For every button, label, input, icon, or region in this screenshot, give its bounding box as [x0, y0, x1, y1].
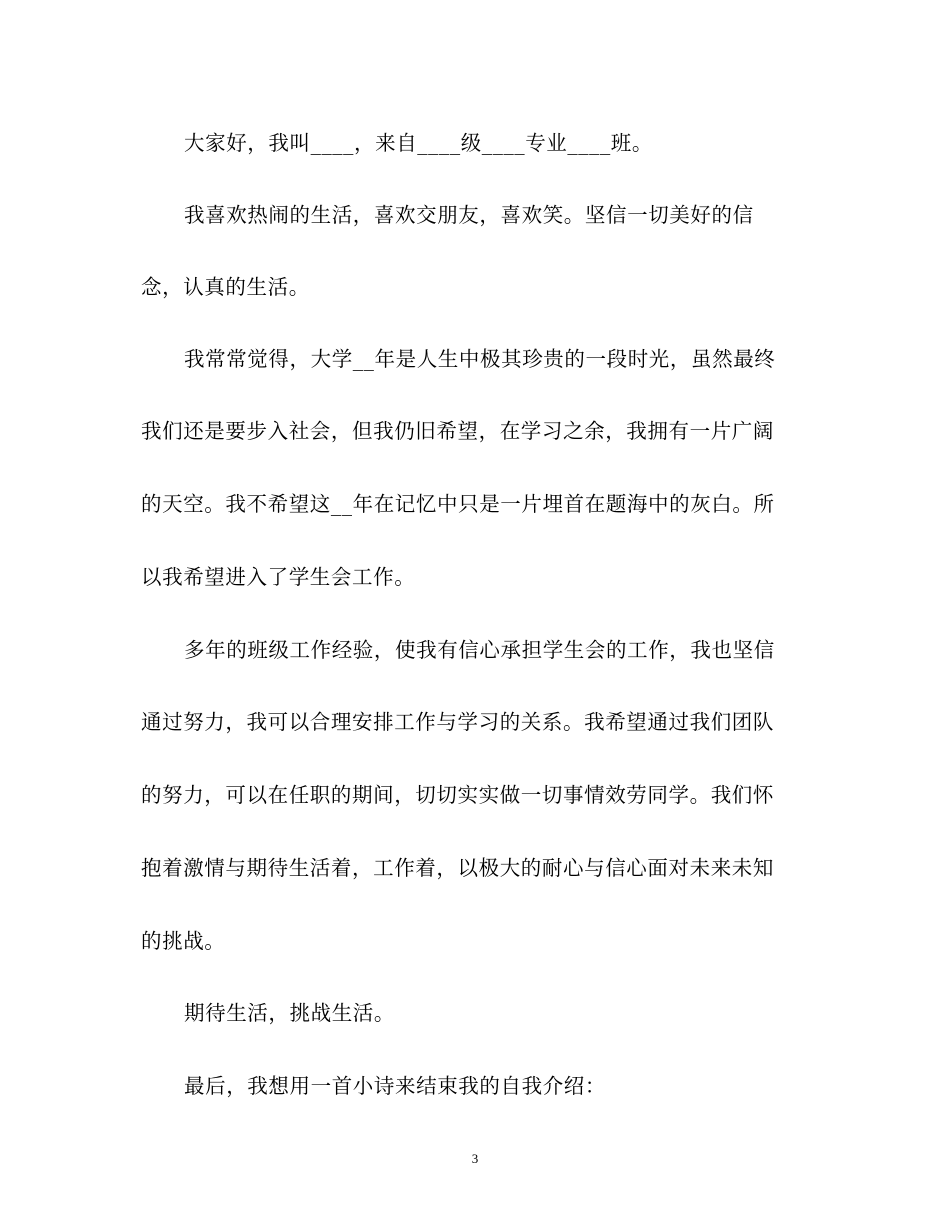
paragraph-line: 我常常觉得，大学__年是人生中极其珍贵的一段时光，虽然最终	[184, 347, 776, 371]
paragraph-line: 抱着激情与期待生活着，工作着，以极大的耐心与信心面对未来未知	[141, 856, 774, 880]
paragraph-line: 期待生活，挑战生活。	[184, 1001, 395, 1025]
paragraph-line: 通过努力，我可以合理安排工作与学习的关系。我希望通过我们团队	[141, 710, 774, 734]
paragraph-line: 的努力，可以在任职的期间，切切实实做一切事情效劳同学。我们怀	[141, 783, 774, 807]
paragraph-line: 的天空。我不希望这__年在记忆中只是一片埋首在题海中的灰白。所	[141, 492, 775, 516]
paragraph-line: 以我希望进入了学生会工作。	[141, 565, 416, 589]
paragraph-line: 我喜欢热闹的生活，喜欢交朋友，喜欢笑。坚信一切美好的信	[184, 203, 754, 227]
paragraph-line: 最后，我想用一首小诗来结束我的自我介绍：	[184, 1074, 606, 1098]
paragraph-line: 多年的班级工作经验，使我有信心承担学生会的工作，我也坚信	[184, 638, 775, 662]
paragraph-line: 大家好，我叫____，来自____级____专业____班。	[184, 131, 653, 155]
paragraph-line: 我们还是要步入社会，但我仍旧希望，在学习之余，我拥有一片广阔	[141, 419, 774, 443]
paragraph-line: 的挑战。	[141, 929, 226, 953]
page-number: 3	[471, 1151, 479, 1166]
paragraph-line: 念，认真的生活。	[141, 275, 310, 299]
